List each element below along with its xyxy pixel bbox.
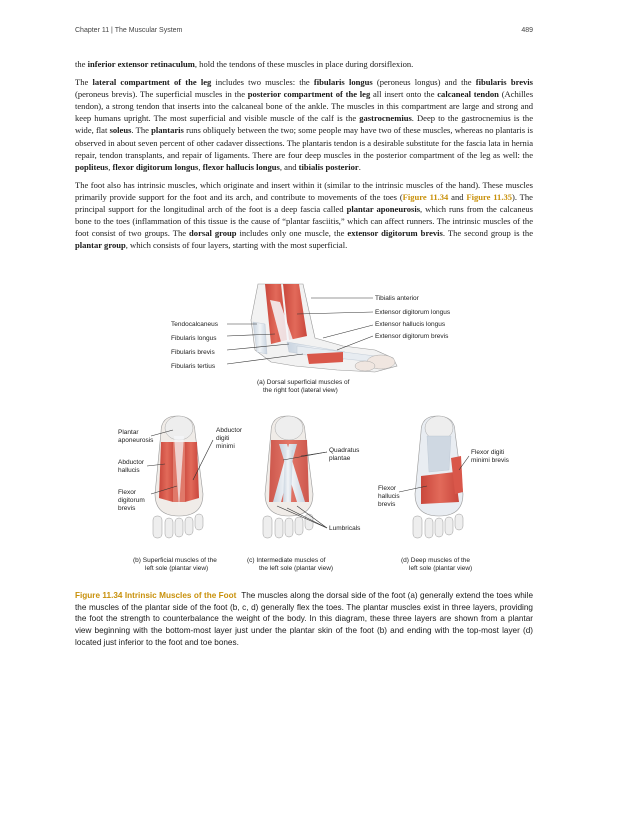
foot-sole-intermediate (263, 416, 313, 538)
bold-term: flexor digitorum longus (112, 161, 199, 172)
bold-term: soleus (109, 125, 132, 136)
caption-c-line-1: (c) Intermediate muscles of (247, 557, 326, 564)
caption-b-line-1: (b) Superficial muscles of the (133, 557, 217, 564)
bold-term: flexor hallucis longus (202, 161, 280, 172)
text-run: . (358, 161, 361, 172)
label-flexor-hallucis-brevis-2: hallucis (378, 493, 400, 500)
paragraph-3 (75, 179, 533, 252)
label-quadratus-plantae-1: Quadratus (329, 447, 360, 454)
label-abductor-hallucis-1: Abductor (118, 459, 145, 466)
text-run: and (448, 191, 467, 202)
text-run: runs obliquely between the two; some people may have two of these muscles, whereas no plantaris is observed in about seven percent of other cadaver dissections. The plantaris tendon is a desirable substitute for the fascia lata in hernia repair, tendon transplants, and repair of ligaments. There are four deep muscles in the posterior compartment of the leg as well: the (75, 125, 534, 160)
text-run: . The second group is the (442, 228, 533, 239)
text-run: , and (279, 161, 299, 172)
caption-d-line-2: left sole (plantar view) (409, 565, 473, 572)
caption-b-line-2: left sole (plantar view) (145, 565, 209, 572)
label-fibularis-brevis: Fibularis brevis (171, 349, 215, 356)
foot-muscles-illustration (75, 280, 533, 580)
text-run: , (108, 161, 113, 172)
caption-text: The muscles along the dorsal side of the foot (a) generally extend the toes while the muscles of the plantar side of the foot (b, c, d) generally flex the toes. The plantar muscles exist in three layers, providing the foot the strength to counterbalance the weight of the body. In this diagram, these three layers are shown from a plantar view beginning with the bottom-most layer just under the plantar skin of the foot (b) and ending with the top-most layer (d) located just inferior to the foot and toe bones. (75, 591, 533, 647)
text-run: (Achilles tendon), a strong tendon that inserts into the calcaneal bone of the ankle. The muscles in this compartment are large and strong and keep humans upright. The most superficial and visible muscle of the calf is the (75, 89, 534, 124)
label-lumbricals: Lumbricals (329, 525, 361, 532)
bold-term: inferior extensor retinaculum (87, 59, 195, 69)
text-run: , which runs from the calcaneus bone to the toes (inflammation of this tissue is the cause of “plantar fasciitis,” which can affect runners. The intrinsic muscles of the foot consist of two groups. The (75, 204, 533, 239)
bold-term: dorsal group (189, 228, 237, 239)
label-flexor-digitorum-brevis-2: digitorum (118, 497, 145, 504)
caption-a-line-2: the right foot (lateral view) (263, 387, 338, 394)
page-header (75, 27, 533, 34)
bold-term: posterior compartment of the leg (247, 89, 371, 100)
text-run: . The (131, 125, 152, 136)
caption-title: Figure 11.34 Intrinsic Muscles of the Foot (75, 591, 237, 600)
text-run: includes two muscles: the (211, 77, 314, 88)
label-abductor-hallucis-2: hallucis (118, 467, 140, 474)
bold-term: plantaris (151, 125, 184, 136)
bold-term: fibularis brevis (475, 77, 533, 88)
bold-term: gastrocnemius (359, 113, 412, 124)
label-flexor-hallucis-brevis-1: Flexor (378, 485, 397, 492)
label-abductor-digiti-minimi-3: minimi (216, 443, 235, 450)
bold-term: tibialis posterior (298, 161, 359, 172)
label-flexor-digitorum-brevis-3: brevis (118, 505, 136, 512)
body-text (75, 58, 533, 257)
chapter-title: Chapter 11 | The Muscular System (75, 27, 183, 34)
bold-term: calcaneal tendon (437, 89, 499, 100)
label-abductor-digiti-minimi-1: Abductor (216, 427, 243, 434)
text-run: the (75, 59, 88, 69)
bold-term: plantar group (75, 240, 126, 251)
paragraph-2 (75, 76, 533, 173)
label-extensor-hallucis-longus: Extensor hallucis longus (375, 321, 446, 328)
figure-link[interactable]: Figure 11.35 (466, 191, 513, 202)
label-flexor-digitorum-brevis-1: Flexor (118, 489, 137, 496)
figure-link[interactable]: Figure 11.34 (402, 191, 449, 202)
page-number: 489 (521, 27, 533, 34)
text-run: The foot also has intrinsic muscles, which originate and insert within it (similar to the intrinsic muscles of the hand). These muscles primarily provide support for the foot and its arch, and contribute to movements of the toes ( (75, 179, 533, 202)
foot-sole-deep (413, 416, 463, 538)
bold-term: popliteus (75, 161, 109, 172)
label-tibialis-anterior: Tibialis anterior (375, 295, 419, 302)
figure-caption (75, 590, 533, 649)
label-extensor-digitorum-brevis: Extensor digitorum brevis (375, 333, 449, 340)
bold-term: fibularis longus (313, 77, 373, 88)
label-plantar-aponeurosis-2: aponeurosis (118, 437, 154, 444)
figure-11-34 (75, 280, 533, 580)
text-run: . Deep to the gastrocnemius is the wide, flat (75, 113, 534, 136)
label-tendocalcaneus: Tendocalcaneus (171, 321, 218, 328)
caption-a-line-1: (a) Dorsal superficial muscles of (257, 379, 350, 386)
label-flexor-hallucis-brevis-3: brevis (378, 501, 396, 508)
label-flexor-digiti-minimi-brevis-1: Flexor digiti (471, 449, 505, 456)
text-run: The (75, 77, 93, 88)
label-plantar-aponeurosis-1: Plantar (118, 429, 139, 436)
text-run: , (198, 161, 203, 172)
bold-term: lateral compartment of the leg (92, 77, 212, 88)
text-run: includes only one muscle, the (236, 228, 348, 239)
caption-d-line-1: (d) Deep muscles of the (401, 557, 471, 564)
text-run: all insert onto the (370, 89, 438, 100)
label-extensor-digitorum-longus: Extensor digitorum longus (375, 309, 451, 316)
label-fibularis-tertius: Fibularis tertius (171, 363, 216, 370)
label-quadratus-plantae-2: plantae (329, 455, 351, 462)
text-run: (peroneus brevis). The superficial muscles in the (75, 89, 248, 100)
foot-sole-superficial (153, 416, 203, 538)
label-abductor-digiti-minimi-2: digiti (216, 435, 230, 442)
bold-term: extensor digitorum brevis (347, 228, 443, 239)
caption-c-line-2: the left sole (plantar view) (259, 565, 334, 572)
label-flexor-digiti-minimi-brevis-2: minimi brevis (471, 457, 509, 464)
bold-term: plantar aponeurosis (346, 204, 421, 215)
text-run: (peroneus longus) and the (372, 77, 476, 88)
text-run: , hold the tendons of these muscles in place during dorsiflexion. (194, 59, 414, 69)
paragraph-1 (75, 58, 533, 70)
label-fibularis-longus: Fibularis longus (171, 335, 217, 342)
text-run: , which consists of four layers, starting with the most superficial. (125, 240, 348, 251)
text-run: ). The principal support for the longitudinal arch of the foot is a deep fascia called (75, 191, 533, 215)
